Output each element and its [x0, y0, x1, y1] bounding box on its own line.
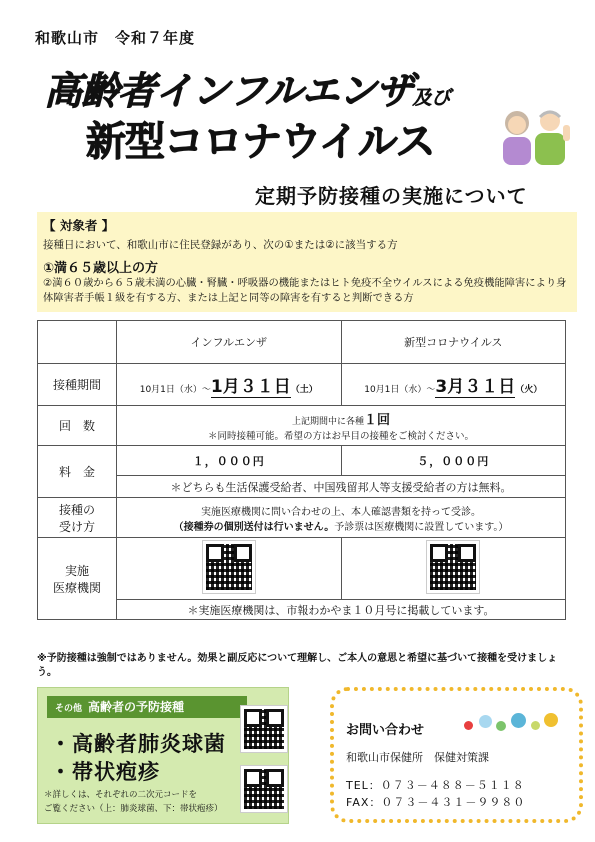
- eligibility-condition-2: ②満６０歳から６５歳未満の心臓・腎臓・呼吸器の機能またはヒト免疫不全ウイルスによる免疫機能障害により身体障害者手帳１級を有する方、または上記と同等の障害を有すると判断できる方: [43, 277, 567, 304]
- subtitle: 定期予防接種の実施について: [255, 184, 528, 208]
- clinic-label-2: 医療機関: [52, 580, 101, 595]
- count-cell: [117, 406, 566, 446]
- eligibility-box: [37, 212, 577, 312]
- accept-label-1: 接種の: [58, 502, 95, 517]
- contact-title: お問い合わせ: [346, 723, 425, 738]
- col-header-covid: 新型コロナウイルス: [341, 321, 566, 364]
- qr-code-pneumococcal[interactable]: [241, 706, 287, 752]
- accept-cell: [117, 498, 566, 538]
- qr-footnote-2: ご覧ください（上：肺炎球菌、下：帯状疱疹）: [44, 804, 223, 814]
- accept-text-1: 実施医療機関に問い合わせの上、本人確認書類を持って受診。: [201, 506, 481, 518]
- accept-label-2: 受け方: [58, 519, 95, 534]
- accept-text-2-bold: （接種券の個別送付は行いません。: [173, 521, 335, 533]
- eligibility-condition-1: ①満６５歳以上の方: [43, 261, 159, 276]
- flu-period-start: 10月1日（水）～: [139, 385, 211, 395]
- col-header-influenza: インフルエンザ: [117, 321, 342, 364]
- contact-tel: TEL：０７３－４８８－５１１８: [346, 779, 525, 792]
- accept-text-2: 予診票は医療機関に設置しています。）: [334, 521, 509, 533]
- title-line-2: 新型コロナウイルス: [86, 119, 435, 165]
- other-vaccines-box: [37, 687, 289, 824]
- clinic-label-1: 実施: [64, 563, 89, 578]
- other-vaccines-tag: [47, 696, 247, 718]
- other-tag-title: 高齢者の予防接種: [88, 700, 185, 714]
- covid-period: [341, 364, 566, 406]
- covid-period-end: 3月３１日: [435, 377, 516, 397]
- flu-period-end: 1月３１日: [210, 377, 291, 397]
- other-tag-small: その他: [55, 704, 83, 714]
- covid-period-start: 10月1日（水）～: [364, 385, 436, 395]
- flu-period: [117, 364, 342, 406]
- item-shingles: ・帯状疱疹: [50, 760, 160, 784]
- contact-organization: 和歌山市保健所 保健対策課: [346, 751, 489, 764]
- covid-fee: ５，０００円: [341, 446, 566, 476]
- row-label-fee: 料 金: [38, 446, 117, 498]
- count-note: ＊同時接種可能。希望の方はお早目の接種をご検討ください。: [207, 431, 474, 442]
- flu-clinic-qr-cell: [117, 538, 342, 600]
- flu-fee: １，０００円: [117, 446, 342, 476]
- city-year-label: 和歌山市 令和７年度: [35, 29, 196, 47]
- row-label-period: 接種期間: [38, 364, 117, 406]
- clinic-note: ＊実施医療機関は、市報わかやま１０月号に掲載しています。: [117, 600, 566, 620]
- covid-period-day: （火）: [515, 385, 543, 395]
- qr-footnote: [44, 788, 223, 816]
- voluntary-warning: ※予防接種は強制ではありません。効果と副反応について理解し、ご本人の意思と希望に基づいて接種を受けましょう。: [37, 653, 558, 678]
- eligibility-heading: 【 対象者 】: [43, 218, 115, 233]
- title-flu: 高齢者インフルエンザ: [44, 69, 413, 113]
- fee-note: ＊どちらも生活保護受給者、中国残留邦人等支援受給者の方は無料。: [117, 476, 566, 498]
- contact-fax: FAX：０７３－４３１－９９８０: [346, 796, 526, 809]
- qr-code-covid-clinics[interactable]: [427, 541, 479, 593]
- elderly-couple-illustration: [495, 105, 575, 165]
- vaccination-table: [37, 320, 566, 620]
- qr-code-flu-clinics[interactable]: [203, 541, 255, 593]
- qr-code-shingles[interactable]: [241, 766, 287, 812]
- row-label-count: 回 数: [38, 406, 117, 446]
- count-value: １回: [364, 413, 391, 428]
- row-label-clinic: [38, 538, 117, 620]
- corner-cell: [38, 321, 117, 364]
- item-pneumococcal: ・高齢者肺炎球菌: [50, 732, 226, 756]
- title-conjunction: 及び: [412, 87, 451, 109]
- qr-footnote-1: ＊詳しくは、それぞれの二次元コードを: [44, 790, 198, 800]
- contact-box: [330, 687, 583, 823]
- eligibility-description: 接種日において、和歌山市に住民登録があり、次の①または②に該当する方: [43, 239, 398, 251]
- count-text: 上記期間中に各種: [291, 417, 364, 427]
- row-label-accept: [38, 498, 117, 538]
- covid-clinic-qr-cell: [341, 538, 566, 600]
- flu-period-day: （土）: [290, 385, 318, 395]
- title-line-1: [44, 69, 451, 113]
